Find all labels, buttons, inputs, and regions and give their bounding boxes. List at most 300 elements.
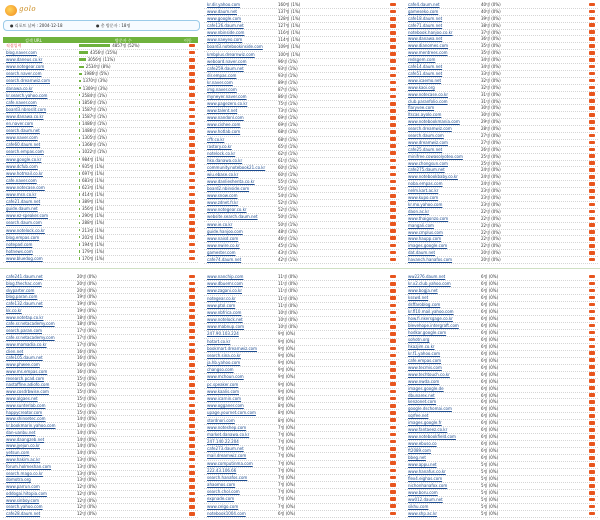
referrer-link[interactable]: images.google.fr (408, 420, 442, 426)
go-button[interactable] (189, 465, 195, 469)
referrer-link[interactable]: club.paranfolio.com (408, 98, 448, 104)
referrer-link[interactable]: cafe132.daum.net (6, 301, 43, 307)
go-button[interactable] (189, 404, 195, 408)
referrer-link[interactable]: kr.mo.yahoo.com (408, 201, 443, 207)
go-button[interactable] (390, 208, 396, 212)
referrer-link[interactable]: sikhu.com (408, 504, 429, 510)
go-button[interactable] (589, 168, 595, 172)
referrer-link[interactable]: changso.com (207, 367, 234, 373)
go-button[interactable] (390, 258, 396, 262)
referrer-link[interactable]: notebook1004.com (207, 510, 246, 516)
go-button[interactable] (589, 58, 595, 62)
referrer-link[interactable]: kr.bookmarin.yahoo.com (6, 423, 56, 429)
go-button[interactable] (589, 400, 595, 404)
go-button[interactable] (390, 137, 396, 141)
go-button[interactable] (189, 329, 195, 333)
referrer-link[interactable]: cafe126.daum.net (207, 23, 244, 29)
referrer-link[interactable]: www.snow.com (207, 193, 238, 199)
go-button[interactable] (589, 182, 595, 186)
go-button[interactable] (390, 289, 396, 293)
referrer-link[interactable]: minifree.cowasolyoteo.com (408, 153, 463, 159)
go-button[interactable] (589, 407, 595, 411)
go-button[interactable] (189, 505, 195, 509)
referrer-link[interactable]: bookmart.drearnwiz.com (207, 345, 257, 351)
go-button[interactable] (189, 309, 195, 313)
referrer-link[interactable]: search.drearnwiz.com (6, 78, 50, 84)
go-button[interactable] (390, 368, 396, 372)
go-button[interactable] (189, 451, 195, 455)
referrer-link[interactable]: www.notecase.co.kr (408, 91, 449, 97)
referrer-link[interactable]: www.mchoun.com (207, 374, 244, 380)
go-button[interactable] (589, 275, 595, 279)
referrer-link[interactable]: board2.nbinside.com (207, 186, 250, 192)
referrer-link[interactable]: www.notegear.com (6, 64, 45, 70)
referrer-link[interactable]: daon.ac.kr (408, 208, 430, 214)
go-button[interactable] (589, 251, 595, 255)
go-button[interactable] (189, 363, 195, 367)
go-button[interactable] (390, 476, 396, 480)
referrer-link[interactable]: board3.notebookinside.com (207, 44, 263, 50)
referrer-link[interactable]: www.ogganer.com (207, 403, 244, 409)
go-button[interactable] (189, 471, 195, 475)
referrer-link[interactable]: www.mentrees.com (408, 50, 448, 56)
referrer-link[interactable]: www.mabnup.com (207, 324, 245, 330)
referrer-link[interactable]: community.notebook21.co.kr (207, 164, 266, 170)
referrer-link[interactable]: flex4.eighas.com (408, 476, 443, 482)
referrer-link[interactable]: notebook.hanjoo.co.kr (408, 29, 453, 35)
go-button[interactable] (390, 130, 396, 134)
go-button[interactable] (189, 315, 195, 319)
referrer-link[interactable]: myneyer.naver.com (207, 94, 247, 100)
referrer-link[interactable]: kr.x2.club.yahoo.com (408, 280, 451, 286)
referrer-link[interactable]: cafe14.daum.net (408, 64, 443, 70)
referrer-link[interactable]: yetsun.com (6, 450, 30, 456)
referrer-link[interactable]: cafe74.daum.net (207, 256, 242, 262)
go-button[interactable] (589, 442, 595, 446)
go-button[interactable] (589, 44, 595, 48)
go-button[interactable] (390, 375, 396, 379)
referrer-link[interactable]: www.zdnet.fr.kr (207, 200, 239, 206)
referrer-link[interactable]: cafe241.daum.net (6, 274, 43, 279)
go-button[interactable] (189, 172, 195, 176)
referrer-link[interactable]: blog.naver.com (6, 50, 37, 56)
go-button[interactable] (589, 113, 595, 117)
go-button[interactable] (589, 237, 595, 241)
referrer-link[interactable]: www.algaes.net (6, 396, 38, 401)
go-button[interactable] (390, 497, 396, 501)
go-button[interactable] (589, 470, 595, 474)
go-button[interactable] (189, 86, 195, 90)
go-button[interactable] (589, 99, 595, 103)
referrer-link[interactable]: stordnori.com (207, 417, 235, 423)
referrer-link[interactable]: www.cosdrbwise.com (6, 389, 49, 395)
go-button[interactable] (589, 463, 595, 467)
go-button[interactable] (390, 490, 396, 494)
referrer-link[interactable]: www.phwee.com (6, 362, 40, 368)
referrer-link[interactable]: mangali.com (408, 222, 434, 228)
referrer-link[interactable]: search.daum.com (408, 133, 444, 138)
go-button[interactable] (390, 116, 396, 120)
referrer-link[interactable]: www.hakim.ac.kr (6, 457, 41, 462)
referrer-link[interactable]: search.naver.com (6, 71, 42, 77)
go-button[interactable] (589, 30, 595, 34)
referrer-link[interactable]: dsffaroblog.com (408, 301, 441, 307)
referrer-link[interactable]: happycreator.com (6, 409, 43, 415)
go-button[interactable] (189, 150, 195, 154)
referrer-link[interactable]: mail.drearnwiz.com (207, 453, 247, 459)
go-button[interactable] (390, 17, 396, 21)
go-button[interactable] (390, 461, 396, 465)
referrer-link[interactable]: search.empas.com (6, 149, 44, 155)
go-button[interactable] (589, 141, 595, 145)
go-button[interactable] (589, 86, 595, 90)
go-button[interactable] (589, 106, 595, 110)
go-button[interactable] (589, 154, 595, 158)
referrer-link[interactable]: ja.hb.yahoo.com (207, 360, 241, 366)
referrer-link[interactable]: wiu.ebase.co.kr (207, 171, 239, 177)
go-button[interactable] (189, 65, 195, 69)
go-button[interactable] (589, 379, 595, 383)
referrer-link[interactable]: expnade.com (207, 496, 235, 502)
referrer-link[interactable]: cafe275.daum.net (408, 167, 445, 173)
referrer-link[interactable]: sohotn.org (408, 336, 430, 342)
go-button[interactable] (390, 194, 396, 198)
go-button[interactable] (589, 3, 595, 7)
referrer-link[interactable]: blog.empas.com (6, 234, 40, 240)
go-button[interactable] (189, 122, 195, 126)
go-button[interactable] (390, 45, 396, 49)
go-button[interactable] (589, 65, 595, 69)
referrer-link[interactable]: www.dcfub.com (6, 163, 38, 169)
referrer-link[interactable]: board3.nbroslit.com (6, 106, 47, 112)
go-button[interactable] (189, 143, 195, 147)
go-button[interactable] (589, 196, 595, 200)
referrer-link[interactable]: search.chol.com (207, 489, 240, 495)
go-button[interactable] (589, 351, 595, 355)
go-button[interactable] (189, 478, 195, 482)
go-button[interactable] (589, 23, 595, 27)
go-button[interactable] (390, 201, 396, 205)
referrer-link[interactable]: www.notelock.net (207, 317, 243, 323)
go-button[interactable] (189, 295, 195, 299)
referrer-link[interactable]: 247.90.103.224 (207, 331, 239, 337)
referrer-link[interactable]: www.notebookbaby.co.kr (408, 174, 458, 180)
referrer-link[interactable]: www.cishee.com (207, 122, 241, 128)
referrer-link[interactable]: www.ptol.com (207, 302, 236, 308)
referrer-link[interactable]: flaryvee.com (408, 105, 435, 111)
go-button[interactable] (189, 207, 195, 211)
referrer-link[interactable]: www.thaigonzo.com (408, 215, 449, 221)
referrer-link[interactable]: cafe4.daum.net (408, 2, 440, 7)
go-button[interactable] (390, 318, 396, 322)
go-button[interactable] (589, 161, 595, 165)
referrer-link[interactable]: www.mamadia.co.kr (6, 341, 47, 347)
go-button[interactable] (189, 179, 195, 183)
referrer-link[interactable]: www.notecase.com (6, 184, 45, 190)
go-button[interactable] (390, 411, 396, 415)
go-button[interactable] (189, 302, 195, 306)
go-button[interactable] (390, 88, 396, 92)
go-button[interactable] (390, 38, 396, 42)
go-button[interactable] (390, 251, 396, 255)
referrer-link[interactable]: kmbplus.drearnwiz.com (207, 51, 255, 57)
referrer-link[interactable]: danawa.co.kr (6, 85, 33, 91)
referrer-link[interactable]: www.danlieshenta.co.kr (207, 179, 255, 185)
referrer-link[interactable]: search.daum.com (6, 220, 42, 226)
referrer-link[interactable]: search.mago.co.kr (6, 470, 43, 476)
referrer-link[interactable]: www.haupp.com (408, 236, 442, 242)
referrer-link[interactable]: search.sina.co.kr (207, 352, 241, 358)
go-button[interactable] (189, 336, 195, 340)
referrer-link[interactable]: www.chongsun.com (408, 160, 448, 166)
go-button[interactable] (589, 477, 595, 481)
referrer-link[interactable]: www.hotmail.co.kr (6, 170, 43, 176)
go-button[interactable] (589, 414, 595, 418)
referrer-link[interactable]: cafe.sr.netacademy.com (6, 335, 55, 340)
referrer-link[interactable]: www.kaalis.com (207, 388, 239, 394)
referrer-link[interactable]: www.dbuemr.com (207, 281, 243, 287)
go-button[interactable] (390, 10, 396, 14)
referrer-link[interactable]: www.zagani.co.kr (207, 288, 242, 294)
referrer-link[interactable]: noba.empas.com (408, 181, 443, 187)
go-button[interactable] (189, 275, 195, 279)
referrer-link[interactable]: dat.daum.net (408, 250, 436, 256)
go-button[interactable] (589, 217, 595, 221)
referrer-link[interactable]: cafe.empas.com (408, 357, 442, 363)
referrer-link[interactable]: kr.fl10.mail.yahoo.com (408, 308, 454, 314)
referrer-link[interactable]: dir.empas.com (207, 72, 237, 78)
go-button[interactable] (589, 148, 595, 152)
referrer-link[interactable]: img.naver.com (207, 86, 237, 92)
go-button[interactable] (589, 428, 595, 432)
go-button[interactable] (589, 345, 595, 349)
referrer-link[interactable]: cafe105.daum.net (6, 355, 43, 361)
referrer-link[interactable]: nichonhanafox.com (408, 483, 448, 489)
referrer-link[interactable]: ahaomos.com (207, 482, 236, 488)
referrer-link[interactable]: cafe.naver.com (6, 99, 37, 105)
go-button[interactable] (189, 288, 195, 292)
referrer-link[interactable]: www.boru.com (408, 490, 438, 496)
referrer-link[interactable]: www.nbfrica.com (207, 309, 242, 315)
referrer-link[interactable]: images.google.de (408, 385, 444, 391)
go-button[interactable] (390, 404, 396, 408)
go-button[interactable] (390, 52, 396, 56)
go-button[interactable] (589, 372, 595, 376)
go-button[interactable] (589, 393, 595, 397)
referrer-link[interactable]: cafe60.daum.net (6, 142, 41, 148)
go-button[interactable] (189, 424, 195, 428)
referrer-link[interactable]: www.bluedog.com (6, 255, 43, 261)
go-button[interactable] (189, 492, 195, 496)
referrer-link[interactable]: www.danawa.net (408, 36, 443, 42)
referrer-link[interactable]: www.cmplus.com (408, 229, 443, 235)
go-button[interactable] (390, 222, 396, 226)
go-button[interactable] (390, 166, 396, 170)
referrer-link[interactable]: search.dreamwiz.com (408, 126, 452, 132)
go-button[interactable] (589, 244, 595, 248)
referrer-link[interactable]: clien.net (6, 348, 24, 354)
go-button[interactable] (189, 370, 195, 374)
go-button[interactable] (189, 343, 195, 347)
go-button[interactable] (189, 72, 195, 76)
go-button[interactable] (390, 447, 396, 451)
referrer-link[interactable]: www.ez-speaker.com (6, 213, 48, 219)
go-button[interactable] (189, 498, 195, 502)
referrer-link[interactable]: www.google.co.kr (6, 156, 42, 162)
referrer-link[interactable]: hotnews.com (6, 248, 33, 254)
referrer-link[interactable]: ksswd.net (408, 294, 429, 300)
referrer-link[interactable]: search.yahoo.com (6, 504, 43, 510)
referrer-link[interactable]: cafe.sr.netacademy.com (6, 321, 55, 327)
go-button[interactable] (589, 491, 595, 495)
go-button[interactable] (390, 31, 396, 35)
referrer-link[interactable]: www.naisd.com (207, 235, 239, 241)
referrer-link[interactable]: www.notegear.co.kr (207, 207, 247, 213)
go-button[interactable] (589, 175, 595, 179)
referrer-link[interactable]: cafe273.daum.net (207, 446, 244, 452)
referrer-link[interactable]: havanch.hanafos.com (408, 257, 453, 263)
referrer-link[interactable]: cafe18.daum.net (408, 15, 443, 21)
go-button[interactable] (390, 229, 396, 233)
go-button[interactable] (390, 332, 396, 336)
go-button[interactable] (189, 58, 195, 62)
go-button[interactable] (589, 127, 595, 131)
go-button[interactable] (189, 383, 195, 387)
referrer-link[interactable]: notelock.co.kr (207, 150, 236, 156)
go-button[interactable] (390, 173, 396, 177)
go-button[interactable] (390, 454, 396, 458)
referrer-link[interactable]: guide.hanjoo.com (207, 228, 243, 234)
go-button[interactable] (390, 440, 396, 444)
referrer-link[interactable]: www.appu.net (408, 462, 437, 468)
go-button[interactable] (390, 74, 396, 78)
go-button[interactable] (589, 120, 595, 124)
referrer-link[interactable]: www.tecmis.com (408, 364, 442, 370)
go-button[interactable] (589, 189, 595, 193)
go-button[interactable] (189, 93, 195, 97)
go-button[interactable] (390, 236, 396, 240)
go-button[interactable] (189, 410, 195, 414)
go-button[interactable] (390, 304, 396, 308)
go-button[interactable] (189, 115, 195, 119)
go-button[interactable] (589, 324, 595, 328)
go-button[interactable] (589, 134, 595, 138)
referrer-link[interactable]: kr.dir.yahoo.com (207, 2, 241, 7)
go-button[interactable] (390, 418, 396, 422)
referrer-link[interactable]: www.shinsetec.com (6, 416, 46, 422)
go-button[interactable] (589, 210, 595, 214)
go-button[interactable] (189, 356, 195, 360)
go-button[interactable] (390, 426, 396, 430)
referrer-link[interactable]: 직접입력 (6, 43, 22, 48)
go-button[interactable] (589, 310, 595, 314)
referrer-link[interactable]: www.notetap.co.kr (6, 314, 44, 320)
referrer-link[interactable]: sqrfee.net (408, 413, 429, 419)
referrer-link[interactable]: kr.search.yahoo.com (6, 92, 48, 98)
go-button[interactable] (589, 484, 595, 488)
go-button[interactable] (390, 95, 396, 99)
referrer-link[interactable]: dan-uanbu.net (6, 429, 36, 435)
go-button[interactable] (390, 24, 396, 28)
referrer-link[interactable]: google.dschomai.com (408, 406, 452, 412)
referrer-link[interactable]: gameseko.com (408, 8, 439, 14)
go-button[interactable] (390, 361, 396, 365)
go-button[interactable] (589, 282, 595, 286)
referrer-link[interactable]: redsgem.com (408, 57, 436, 63)
referrer-link[interactable]: www.google.com (207, 16, 242, 22)
go-button[interactable] (589, 303, 595, 307)
referrer-link[interactable]: hko.danawa.co.kr (207, 157, 243, 163)
referrer-link[interactable]: www.parrun.com (6, 484, 40, 490)
go-button[interactable] (189, 51, 195, 55)
referrer-link[interactable]: website.search.daum.net (207, 214, 258, 220)
go-button[interactable] (589, 421, 595, 425)
referrer-link[interactable]: ltscas.ayolo.com (408, 112, 442, 118)
referrer-link[interactable]: skyparter.com (6, 287, 35, 293)
referrer-link[interactable]: www.ms.empas.com (6, 368, 48, 374)
referrer-link[interactable]: www.kaoi.org (408, 84, 435, 90)
go-button[interactable] (189, 376, 195, 380)
go-button[interactable] (589, 10, 595, 14)
go-button[interactable] (589, 37, 595, 41)
go-button[interactable] (189, 164, 195, 168)
referrer-link[interactable]: www.sunterlab.com (6, 402, 46, 408)
go-button[interactable] (589, 512, 595, 516)
referrer-link[interactable]: forum.holmeshan.com (6, 463, 52, 469)
go-button[interactable] (589, 331, 595, 335)
referrer-link[interactable]: research.pcad.com (6, 375, 45, 381)
go-button[interactable] (189, 322, 195, 326)
referrer-link[interactable]: www.notebookfield.com (408, 434, 456, 440)
go-button[interactable] (189, 417, 195, 421)
go-button[interactable] (589, 386, 595, 390)
referrer-link[interactable]: kenzonet.com (408, 399, 437, 405)
referrer-link[interactable]: search.paran.com (6, 328, 42, 334)
go-button[interactable] (189, 235, 195, 239)
referrer-link[interactable]: ft2089.com (408, 448, 431, 454)
go-button[interactable] (589, 289, 595, 293)
referrer-link[interactable]: hkazjim.co.kr (408, 343, 435, 349)
go-button[interactable] (189, 157, 195, 161)
go-button[interactable] (189, 243, 195, 247)
referrer-link[interactable]: www.ie.co.kr (207, 221, 233, 227)
go-button[interactable] (189, 485, 195, 489)
go-button[interactable] (589, 203, 595, 207)
referrer-link[interactable]: www.jyejun.co.kr (6, 443, 40, 449)
referrer-link[interactable]: hotart.co.kr (207, 338, 231, 344)
referrer-link[interactable]: www.daum.net (207, 9, 237, 15)
referrer-link[interactable]: guide.daum.net (6, 206, 38, 212)
go-button[interactable] (589, 358, 595, 362)
referrer-link[interactable]: ww2276.daum.net (408, 274, 446, 279)
go-button[interactable] (390, 144, 396, 148)
go-button[interactable] (390, 109, 396, 113)
referrer-link[interactable]: www.notebookmania.com (408, 119, 460, 125)
go-button[interactable] (589, 505, 595, 509)
go-button[interactable] (189, 101, 195, 105)
referrer-link[interactable]: www.computinma.com (207, 460, 253, 466)
referrer-link[interactable]: www.nwda.com (408, 378, 440, 384)
go-button[interactable] (390, 159, 396, 163)
referrer-link[interactable]: www.celgo.com (207, 503, 239, 509)
referrer-link[interactable]: market.danawa.co.kr (207, 431, 250, 437)
referrer-link[interactable]: search.hanafos.com (207, 474, 248, 480)
referrer-link[interactable]: www.daangzeb.net (6, 436, 45, 442)
go-button[interactable] (589, 449, 595, 453)
referrer-link[interactable]: www.nanchip.com (207, 274, 244, 279)
go-button[interactable] (189, 79, 195, 83)
go-button[interactable] (390, 81, 396, 85)
